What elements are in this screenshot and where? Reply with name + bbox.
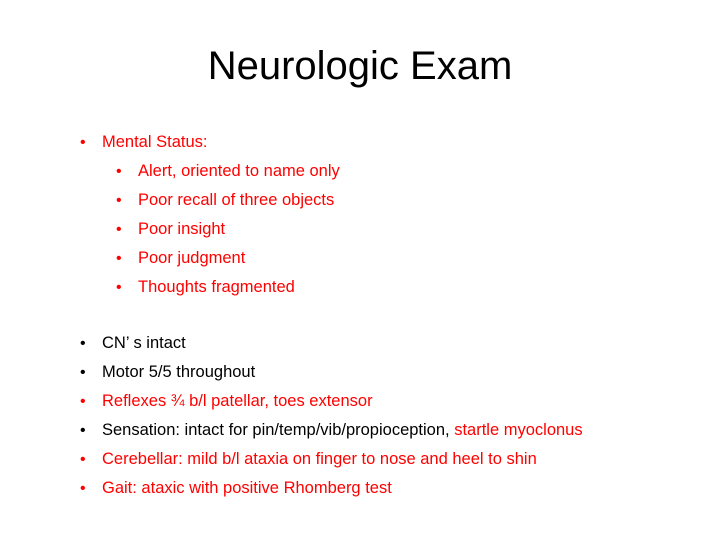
sub-bullet-thoughts — [78, 273, 698, 302]
bullet-dot: • — [116, 250, 122, 267]
bullet-list — [78, 128, 698, 503]
bullet-cn — [78, 329, 698, 358]
bullet-highlight-text: startle myoclonus — [454, 421, 583, 439]
bullet-text: Alert, oriented to name only — [138, 162, 340, 180]
bullet-dot: • — [80, 393, 86, 410]
bullet-mental-status — [78, 128, 698, 157]
bullet-sensation — [78, 416, 698, 445]
bullet-reflexes — [78, 387, 698, 416]
bullet-dot: • — [80, 451, 86, 468]
bullet-dot: • — [80, 134, 86, 151]
bullet-cerebellar — [78, 445, 698, 474]
bullet-dot: • — [80, 422, 86, 439]
bullet-dot: • — [116, 163, 122, 180]
bullet-text: Mental Status: — [102, 133, 208, 151]
bullet-motor — [78, 358, 698, 387]
slide-title: Neurologic Exam — [207, 44, 513, 88]
bullet-dot: • — [80, 364, 86, 381]
sub-bullet-judgment — [78, 244, 698, 273]
list-spacer — [78, 302, 698, 329]
bullet-dot: • — [116, 279, 122, 296]
bullet-text: Reflexes ¾ b/l patellar, toes extensor — [102, 392, 373, 410]
bullet-text: Motor 5/5 throughout — [102, 363, 256, 381]
bullet-text: Gait: ataxic with positive Rhomberg test — [102, 479, 392, 497]
bullet-dot: • — [116, 221, 122, 238]
bullet-text: CN’ s intact — [102, 334, 186, 352]
bullet-text: Poor judgment — [138, 249, 246, 267]
bullet-text: Cerebellar: mild b/l ataxia on finger to nose and heel to shin — [102, 450, 537, 468]
sub-bullet-recall — [78, 186, 698, 215]
sub-bullet-alert — [78, 157, 698, 186]
bullet-text: Thoughts fragmented — [138, 278, 295, 296]
bullet-dot: • — [116, 192, 122, 209]
bullet-dot: • — [80, 480, 86, 497]
bullet-text: Poor insight — [138, 220, 226, 238]
bullet-text: Poor recall of three objects — [138, 191, 335, 209]
bullet-text: Sensation: intact for pin/temp/vib/propioception, — [102, 421, 450, 439]
bullet-dot: • — [80, 335, 86, 352]
sub-bullet-insight — [78, 215, 698, 244]
bullet-gait — [78, 474, 698, 503]
